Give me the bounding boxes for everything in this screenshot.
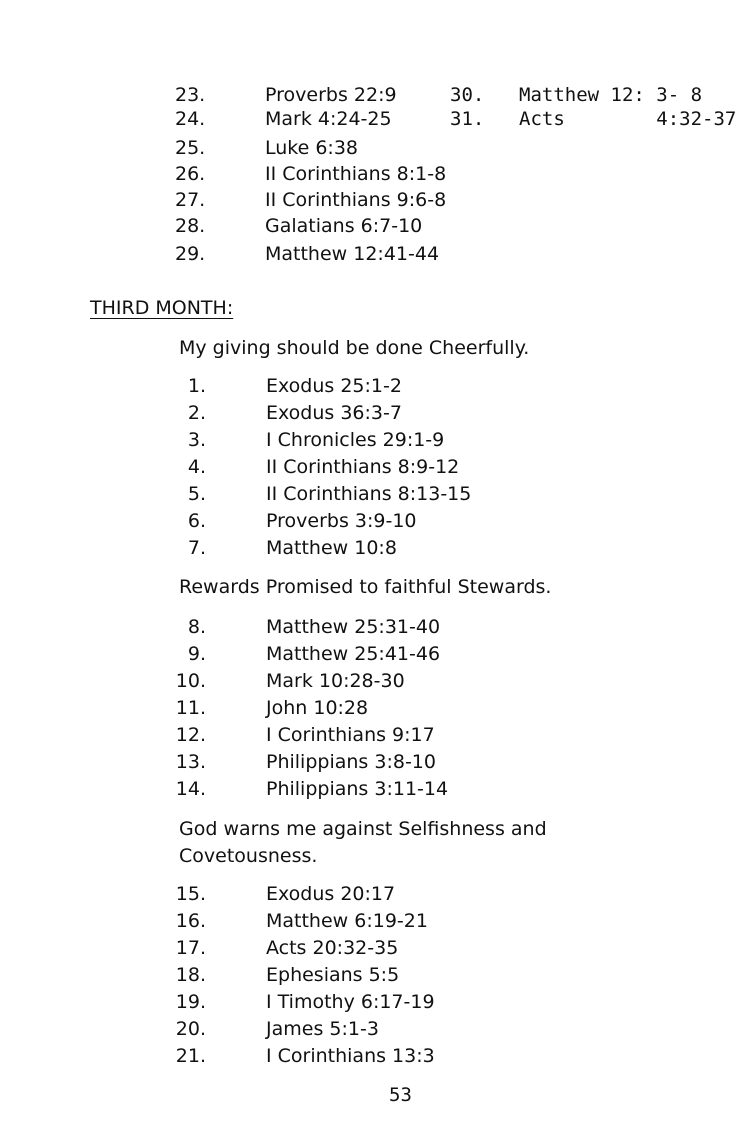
item-number: 16.: [175, 910, 206, 932]
item-number: 18.: [175, 964, 206, 986]
item-number: 27.: [175, 189, 206, 211]
scripture-reference: Exodus 20:17: [266, 883, 396, 905]
scripture-reference: Exodus 25:1-2: [266, 375, 402, 397]
scripture-reference: Luke 6:38: [265, 137, 359, 159]
item-number: 13.: [175, 751, 206, 773]
scripture-reference: Acts 20:32-35: [266, 937, 399, 959]
scripture-reference: Matthew 25:31-40: [266, 616, 441, 638]
group-title: God warns me against Selfishness and: [179, 818, 547, 840]
item-number: 26.: [175, 163, 206, 185]
scripture-reference: II Corinthians 8:13-15: [266, 483, 472, 505]
group-title: Covetousness.: [179, 845, 318, 867]
scripture-reference: I Chronicles 29:1-9: [266, 429, 445, 451]
item-number: 3.: [187, 429, 206, 451]
scripture-reference: II Corinthians 8:9-12: [266, 456, 460, 478]
scripture-reference: Exodus 36:3-7: [266, 402, 402, 424]
item-number: 7.: [187, 537, 206, 559]
scripture-reference: II Corinthians 9:6-8: [265, 189, 447, 211]
item-number: 21.: [175, 1045, 206, 1067]
scripture-reference: Matthew 12: 3- 8: [519, 84, 703, 106]
scripture-reference: I Corinthians 9:17: [266, 724, 435, 746]
scripture-reference: Matthew 6:19-21: [266, 910, 428, 932]
item-number: 19.: [175, 991, 206, 1013]
item-number: 15.: [175, 883, 206, 905]
item-number: 9.: [187, 643, 206, 665]
item-number: 29.: [175, 243, 206, 265]
group-title: My giving should be done Cheerfully.: [179, 337, 530, 359]
scripture-reference: James 5:1-3: [266, 1018, 379, 1040]
item-number: 8.: [187, 616, 206, 638]
item-number: 23.: [175, 84, 206, 106]
item-number: 10.: [175, 670, 206, 692]
scripture-reference: Matthew 12:41-44: [265, 243, 440, 265]
item-number: 6.: [187, 510, 206, 532]
scripture-reference: Philippians 3:11-14: [266, 778, 449, 800]
scripture-reference: I Timothy 6:17-19: [266, 991, 435, 1013]
scripture-reference: Galatians 6:7-10: [265, 215, 423, 237]
item-number: 12.: [175, 724, 206, 746]
scripture-reference: Proverbs 3:9-10: [266, 510, 417, 532]
item-number: 20.: [175, 1018, 206, 1040]
scripture-reference: Matthew 10:8: [266, 537, 397, 559]
item-number: 30.: [450, 84, 485, 106]
item-number: 11.: [175, 697, 206, 719]
item-number: 17.: [175, 937, 206, 959]
scripture-reference: Mark 4:24-25: [265, 108, 392, 130]
group-title: Rewards Promised to faithful Stewards.: [179, 576, 552, 598]
scripture-reference: John 10:28: [266, 697, 369, 719]
scripture-reference: Ephesians 5:5: [266, 964, 400, 986]
item-number: 1.: [187, 375, 206, 397]
item-number: 14.: [175, 778, 206, 800]
scripture-reference: II Corinthians 8:1-8: [265, 163, 447, 185]
scripture-reference: Matthew 25:41-46: [266, 643, 441, 665]
scripture-reference: Philippians 3:8-10: [266, 751, 436, 773]
item-number: 2.: [187, 402, 206, 424]
item-number: 5.: [187, 483, 206, 505]
scripture-reference: Mark 10:28-30: [266, 670, 405, 692]
item-number: 25.: [175, 137, 206, 159]
scripture-reference: I Corinthians 13:3: [266, 1045, 435, 1067]
item-number: 4.: [187, 456, 206, 478]
section-heading: THIRD MONTH:: [90, 297, 234, 319]
scripture-reference: Acts 4:32-37: [519, 108, 737, 130]
item-number: 24.: [175, 108, 206, 130]
item-number: 28.: [175, 215, 206, 237]
item-number: 31.: [450, 108, 485, 130]
page-number: 53: [389, 1084, 412, 1106]
scripture-reference: Proverbs 22:9: [265, 84, 397, 106]
